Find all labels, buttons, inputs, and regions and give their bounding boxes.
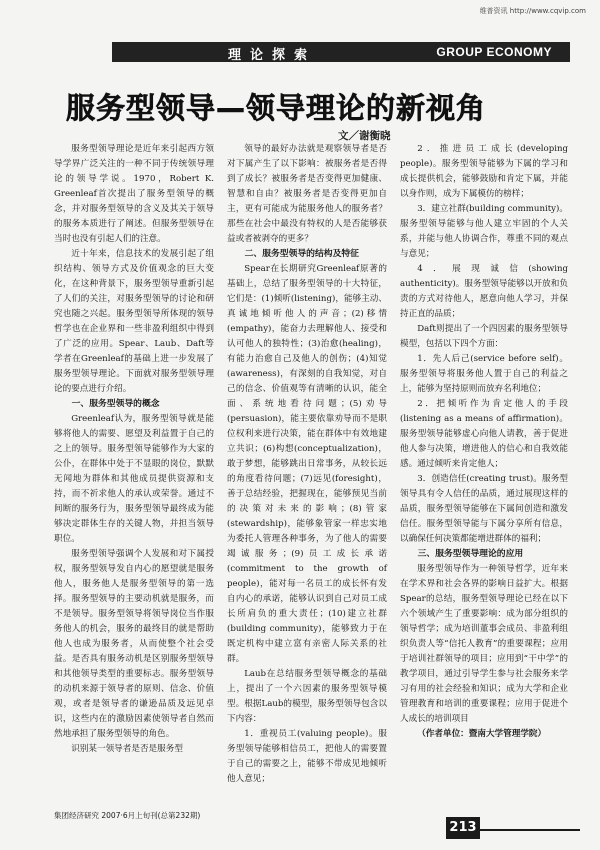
paragraph: 服务型领导强调个人发展和对下属授权，服务型领导发自内心的愿望就是服务他人，服务他人是服务型领导的第一选择。服务型领导的主要动机就是服务，而不是领导。服务型领导将领导岗位当作服务他人的机会，服务的最终目的就是帮助他人也成为服务者，从而使整个社会受益。是否具有服务动机是区别服务型领导和其他领导类型的重要标志。服务型领导的动机来源于领导者的原则、信念、价值观，或者是领导者的谦逊品质及远见卓识，这些内在的激励因素使领导者自然而然地承担了服务型领导的角色。	[54, 549, 214, 739]
author-affiliation: （作者单位：暨南大学管理学院）	[417, 729, 547, 739]
column-1	[54, 142, 214, 757]
journal-footer: 集团经济研究 2007·6月上旬刊(总第232期)	[54, 811, 201, 820]
article-title: 服务型领导—领导理论的新视角	[66, 91, 487, 125]
paragraph: 2．把倾听作为肯定他人的手段(listening as a means of affirmation)。服务型领导能够虚心向他人请教，善于促进他人参与决策，增进他人的信心和自我效能感。通过倾听来肯定他人；	[400, 399, 568, 469]
paragraph: Spear在长期研究Greenleaf原著的基础上，总结了服务型领导的十大特征，它们是：(1)倾听(listening)，能够主动、真诚地倾听他人的声音；(2)移情(empathy)，能奋力去理解他人、接受和认可他人的独特性；(3)治愈(healing)，有能力治愈自己及他人的创伤；(4)知觉(awareness)，有深刻的自我知觉，对自己的信念、价值观等有清晰的认识，能全面、系统地看待问题；(5)劝导(persuasion)，能主要依靠劝导而不是职位权利来进行决策，能在群体中有效地建立共识；(6)构想(conceptualization)，敢于梦想，能够跳出日常事务，从较长远的角度看待问题；(7)远见(foresight)，善于总结经验，把握现在，能够预见当前的决策对未来的影响；(8)管家(stewardship)，能够象管家一样忠实地为委托人管理各种事务，为了他人的需要竭诚服务；(9)员工成长承诺(commitment to the growth of people)，能对每一名员工的成长怀有发自内心的承诺，能够认识到自己对员工成长所肩负的重大责任；(10)建立社群(building community)，能够致力于在既定机构中建立富有亲密人际关系的社群。	[227, 264, 387, 664]
paragraph: 领导的最好办法就是观察领导者是否对下属产生了以下影响：被服务者是否得到了成长？被服务者是否变得更加健康、智慧和自由？被服务者是否变得更加自主，更有可能成为能服务他人的服务者？那些在社会中最没有特权的人是否能够获益或者被剥夺的更多？	[227, 144, 387, 244]
page-number: 213	[446, 817, 480, 839]
section-title: 理论探索	[228, 48, 317, 63]
paragraph: 近十年来，信息技术的发展引起了组织结构、领导方式及价值观念的巨大变化，在这种背景下，服务型领导重新引起了人们的关注，对服务型领导的讨论和研究也随之兴起。服务型领导所体现的领导哲学也在企业界和一些非盈利组织中得到了广泛的应用。Spear、Laub、Daft等学者在Greenleaf的基础上进一步发展了服务型领导理论。下面就对服务型领导理论的要点进行介绍。	[54, 249, 214, 394]
watermark: 维普资讯 http://www.cqvip.com	[479, 7, 586, 15]
column-2	[227, 142, 387, 787]
article-author: 文／谢衡晓	[338, 130, 391, 142]
paragraph: 3．建立社群(building community)。服务型领导能够与他人建立牢固的个人关系，并能与他人协调合作，尊重不同的观点与意见；	[400, 204, 568, 259]
paragraph: 1．重视员工(valuing people)。服务型领导能够相信员工，把他人的需要置于自己的需要之上，能够不带成见地倾听他人意见；	[227, 729, 387, 784]
journal-name: GROUP ECONOMY	[436, 45, 552, 59]
section-banner	[112, 42, 570, 62]
paragraph: 3．创造信任(creating trust)。服务型领导具有令人信任的品质，通过展现这样的品质，服务型领导能够在下属间创造和激发信任。服务型领导能与下属分享所有信息，以确保任何决策都能增进群体的福利；	[400, 474, 568, 544]
paragraph: Laub在总结服务型领导概念的基础上，提出了一个六因素的服务型领导模型。根据Laub的模型，服务型领导包含以下内容：	[227, 669, 387, 724]
column-3	[400, 142, 568, 742]
paragraph: 服务型领导作为一种领导哲学，近年来在学术界和社会各界的影响日益扩大。根据Spear的总结，服务型领导理论已经在以下六个领域产生了重要影响：成为部分组织的领导哲学；成为培训董事会成员、非盈利组织负责人等“信托人教育”的重要课程；应用于培训社群领导的项目；应用到“干中学”的教学项目，通过引导学生参与社会服务来学习有用的社会经验和知识；成为大学和企业管理教育和培训的重要课程；应用于促进个人成长的培训项目	[400, 564, 568, 724]
section-heading: 二、服务型领导的结构及特征	[244, 249, 359, 259]
paragraph: 服务型领导理论是近年来引起西方领导学界广泛关注的一种不同于传统领导理论的领导学说。1970，Robert K. Greenleaf首次提出了服务型领导的概念，并对服务型领导的含义及其关于领导的服务本质进行了阐述。但服务型领导在当时也没有引起人们的注意。	[54, 144, 214, 244]
paragraph: 识别某一领导者是否是服务型	[71, 744, 183, 754]
section-heading: 一、服务型领导的概念	[71, 399, 160, 409]
paragraph: 4．展现诚信(showing authenticity)。服务型领导能够以开放和负责的方式对待他人，愿意向他人学习，并保持正直的品质；	[400, 264, 568, 319]
paragraph: Daft则提出了一个四因素的服务型领导模型，包括以下四个方面：	[400, 324, 568, 349]
page-divider	[480, 829, 580, 831]
paragraph: Greenleaf认为，服务型领导就是能够将他人的需要、愿望及利益置于自己的之上的领导。服务型领导能够作为大家的公仆，在群体中处于不显眼的岗位，默默无闻地为群体和其他成员提供资源和支持，而不祈求他人的承认或荣誉。通过不间断的服务行为，服务型领导最终成为能够决定群体生存的关键人物，并担当领导职位。	[54, 414, 214, 544]
paragraph: 2．推进员工成长(developing people)。服务型领导能够为下属的学习和成长提供机会，能够鼓励和肯定下属，并能以身作则，成为下属模仿的榜样；	[400, 144, 568, 199]
section-heading: 三、服务型领导理论的应用	[417, 549, 524, 559]
paragraph: 1．先人后己(service before self)。服务型领导将服务他人置于自己的利益之上，能够为坚持原则而放弃名利地位；	[400, 354, 568, 394]
